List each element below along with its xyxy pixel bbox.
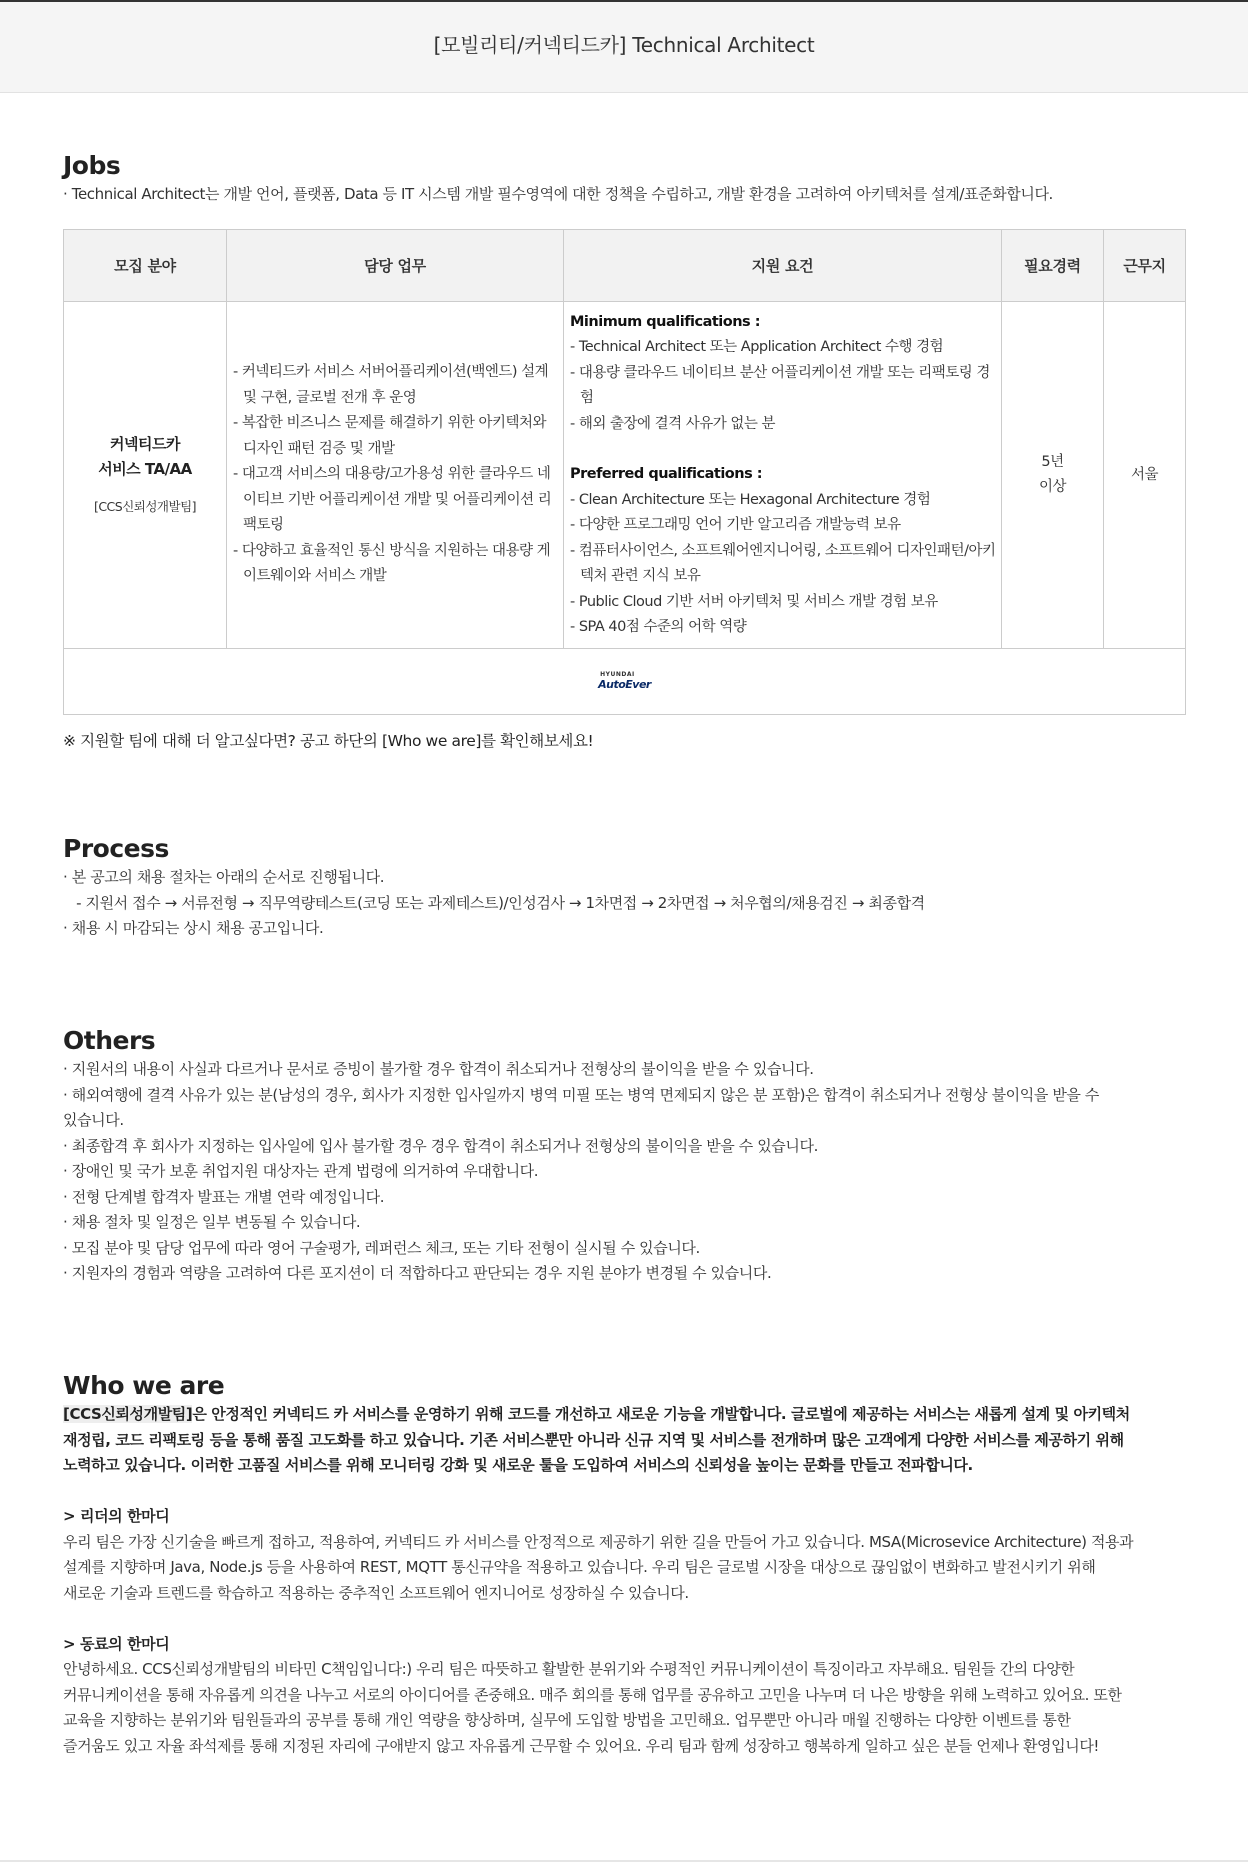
peer-line: 커뮤니케이션을 통해 자유롭게 의견을 나누고 서로의 아이디어를 존중해요. 매주 회의를 통해 업무를 공유하고 고민을 나누며 더 나은 방향을 위해 노력하고 있어요. 또한 [63,1685,1122,1704]
jobs-intro: · Technical Architect는 개발 언어, 플랫폼, Data 등 IT 시스템 개발 필수영역에 대한 정책을 수립하고, 개발 환경을 고려하여 아키텍처를 설계/표준화합니다. [63,185,1053,203]
who-intro-line: 노력하고 있습니다. 이러한 고품질 서비스를 위해 모니터링 강화 및 새로운 툴을 도입하여 서비스의 신뢰성을 높이는 문화를 만들고 전파합니다. [63,1456,973,1474]
experience-line1: 5년 [1041,454,1064,470]
who-heading: Who we are [63,1371,225,1400]
who-section [63,1370,1185,1759]
leader-line: 설계를 지향하며 Java, Node.js 등을 사용하여 REST, MQTT 통신규약을 적용하고 있습니다. 우리 팀은 글로벌 시장을 대상으로 끊임없이 변화하고 발전시키기 위해 [63,1558,1096,1576]
requirements-cell [564,302,1002,649]
logo-cell [64,649,1186,715]
others-line: · 지원서의 내용이 사실과 다르거나 문서로 증빙이 불가할 경우 합격이 취소되거나 전형상의 불이익을 받을 수 있습니다. [63,1060,814,1078]
preferred-item: - Clean Architecture 또는 Hexagonal Architecture 경험 [570,491,931,508]
others-line: · 장애인 및 국가 보훈 취업지원 대상자는 관계 법령에 의거하여 우대합니다. [63,1162,539,1180]
jobs-heading: Jobs [63,151,121,180]
duty-item: - 대고객 서비스의 대용량/고가용성 위한 클라우드 네이티브 기반 어플리케이션 개발 및 어플리케이션 리팩토링 [233,466,552,534]
process-line: · 본 공고의 채용 절차는 아래의 순서로 진행됩니다. [63,868,385,886]
preferred-item: - SPA 40점 수준의 어학 역량 [570,619,747,635]
others-heading: Others [63,1026,156,1055]
duties-cell [227,302,564,649]
field-cell [64,302,227,649]
page-title: [모빌리티/커넥티드카] Technical Architect [433,33,815,57]
others-line: · 전형 단계별 합격자 발표는 개별 연락 예정입니다. [63,1187,385,1206]
experience-cell [1002,302,1104,649]
others-section [63,1025,1185,1287]
leader-line: 우리 팀은 가장 신기술을 빠르게 접하고, 적용하여, 커넥티드 카 서비스를 안정적으로 제공하기 위한 길을 만들어 가고 있습니다. MSA(Microsevice Architecture) 적용과 [63,1532,1134,1551]
peer-title: > 동료의 한마디 [63,1634,170,1653]
field-name-line1: 커넥티드카 [110,434,180,453]
peer-line: 안녕하세요. CCS신뢰성개발팀의 비타민 C책임입니다:) 우리 팀은 따뜻하고 활발한 분위기와 수평적인 커뮤니케이션이 특징이라고 자부해요. 팀원들 간의 다양한 [63,1660,1075,1678]
others-line: 있습니다. [63,1111,124,1129]
jobs-section [63,150,1185,208]
preferred-title: Preferred qualifications : [570,466,763,482]
header-duties: 담당 업무 [227,230,564,302]
others-line: · 지원자의 경험과 역량을 고려하여 다른 포지션이 더 적합하다고 판단되는 경우 지원 분야가 변경될 수 있습니다. [63,1264,772,1282]
others-line: · 모집 분야 및 담당 업무에 따라 영어 구술평가, 레퍼런스 체크, 또는 기타 전형이 실시될 수 있습니다. [63,1238,700,1257]
minimum-item: - Technical Architect 또는 Application Architect 수행 경험 [570,339,944,355]
preferred-item: - 다양한 프로그래밍 언어 기반 알고리즘 개발능력 보유 [570,517,901,533]
header-location: 근무지 [1104,230,1186,302]
team-info-note: ※ 지원할 팀에 대해 더 알고싶다면? 공고 하단의 [Who we are]를 확인해보세요! [63,732,594,750]
team-tag: [CCS신뢰성개발팀] [63,1405,193,1423]
jobs-table [63,229,1186,715]
duty-item: - 커넥티드카 서비스 서버어플리케이션(백엔드) 설계 및 구현, 글로벌 전개 후 운영 [233,364,549,406]
minimum-item: - 해외 출장에 결격 사유가 없는 분 [570,415,775,432]
peer-line: 교육을 지향하는 분위기와 팀원들과의 공부를 통해 개인 역량을 향상하며, 실무에 도입할 방법을 고민해요. 업무뿐만 아니라 매월 진행하는 다양한 이벤트를 통한 [63,1711,1071,1729]
header-field: 모집 분야 [64,230,227,302]
process-steps: - 지원서 접수 → 서류전형 → 직무역량테스트(코딩 또는 과제테스트)/인성검사 → 1차면접 → 2차면접 → 처우협의/채용검진 → 최종합격 [63,893,925,912]
hyundai-autoever-logo [598,672,651,690]
peer-line: 즐거움도 있고 자율 좌석제를 통해 지정된 자리에 구애받지 않고 자유롭게 근무할 수 있어요. 우리 팀과 함께 성장하고 행복하게 일하고 싶은 분들 언제나 환영입니다! [63,1736,1100,1755]
leader-title: > 리더의 한마디 [63,1507,170,1525]
field-team: [CCS신뢰성개발팀] [93,498,197,514]
process-line: · 채용 시 마감되는 상시 채용 공고입니다. [63,919,324,937]
others-line: · 채용 절차 및 일정은 일부 변동될 수 있습니다. [63,1213,361,1231]
who-intro-line: 재정립, 코드 리팩토링 등을 통해 품질 고도화를 하고 있습니다. 기존 서비스뿐만 아니라 신규 지역 및 서비스를 전개하며 많은 고객에게 다양한 서비스를 제공하기 위해 [63,1430,1124,1449]
preferred-item: - Public Cloud 기반 서버 아키텍처 및 서비스 개발 경험 보유 [570,593,938,610]
table-header-row [64,230,1186,302]
table-row [64,302,1186,649]
logo-line2: AutoEver [598,677,651,691]
leader-line: 새로운 기술과 트렌드를 학습하고 적용하는 중추적인 소프트웨어 엔지니어로 성장하실 수 있습니다. [63,1583,689,1602]
who-intro-line [63,1402,1185,1428]
header-experience: 필요경력 [1002,230,1104,302]
page-header [0,0,1248,93]
experience-line2: 이상 [1038,479,1066,495]
process-heading: Process [63,834,169,863]
location-cell: 서울 [1104,302,1186,649]
minimum-title: Minimum qualifications : [570,313,761,330]
process-section [63,833,1185,942]
preferred-item: - 컴퓨터사이언스, 소프트웨어엔지니어링, 소프트웨어 디자인패턴/아키텍처 관련 지식 보유 [570,542,996,584]
others-line: · 최종합격 후 회사가 지정하는 입사일에 입사 불가할 경우 경우 합격이 취소되거나 전형상의 불이익을 받을 수 있습니다. [63,1136,818,1155]
logo-line1: HYUNDAI [600,670,635,678]
header-requirements: 지원 요건 [564,230,1002,302]
others-line: · 해외여행에 결격 사유가 있는 분(남성의 경우, 회사가 지정한 입사일까지 병역 미필 또는 병역 면제되지 않은 분 포함)은 합격이 취소되거나 전형상 불이익을 받을 수 [63,1085,1099,1104]
field-name-line2: 서비스 TA/AA [98,459,192,478]
duty-item: - 복잡한 비즈니스 문제를 해결하기 위한 아키텍처와 디자인 패턴 검증 및 개발 [233,415,547,457]
logo-row [64,649,1186,715]
who-intro-text: 은 안정적인 커넥티드 카 서비스를 운영하기 위해 코드를 개선하고 새로운 기능을 개발합니다. 글로벌에 제공하는 서비스는 새롭게 설계 및 아키텍처 [192,1405,1130,1423]
minimum-item: - 대용량 클라우드 네이티브 분산 어플리케이션 개발 또는 리팩토링 경험 [570,364,990,406]
duty-item: - 다양하고 효율적인 통신 방식을 지원하는 대용량 게이트웨이와 서비스 개발 [233,542,551,585]
